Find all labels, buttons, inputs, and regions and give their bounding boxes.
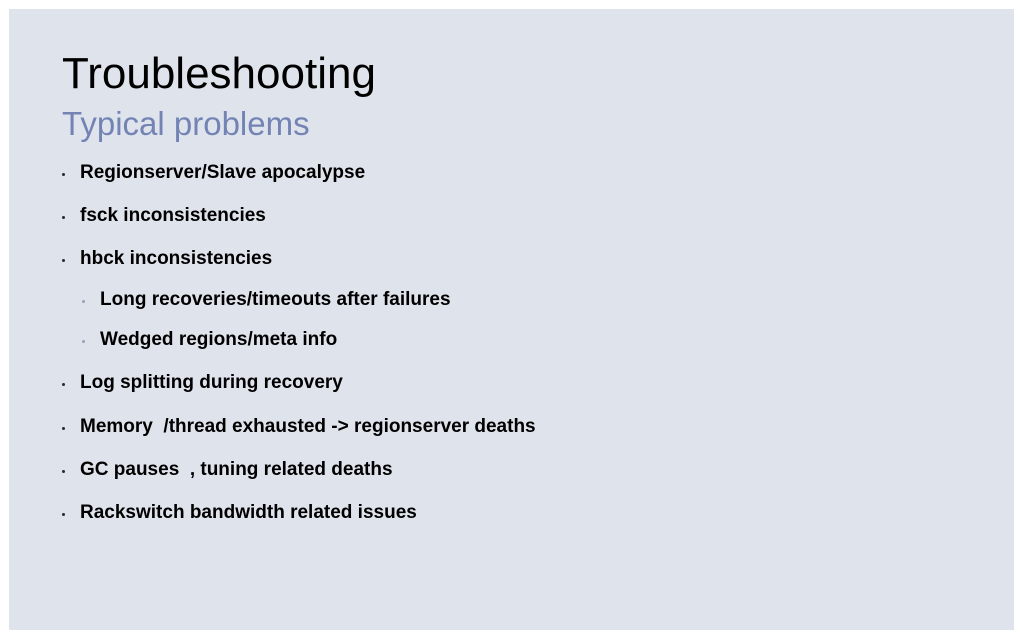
bullet-item: Rackswitch bandwidth related issues <box>80 502 417 523</box>
bullet-item: GC pauses , tuning related deaths <box>80 459 393 480</box>
bullet-item: Log splitting during recovery <box>80 372 343 393</box>
sub-bullet-dot <box>82 340 85 343</box>
slide-subtitle: Typical problems <box>62 105 310 142</box>
bullet-dot <box>62 173 65 176</box>
bullet-dot <box>62 259 65 262</box>
bullet-dot <box>62 216 65 219</box>
bullet-dot <box>62 383 65 386</box>
sub-bullet-item: Wedged regions/meta info <box>100 329 338 350</box>
sub-bullet-item: Long recoveries/timeouts after failures <box>100 289 451 310</box>
bullet-item: fsck inconsistencies <box>80 205 266 226</box>
bullet-dot <box>62 427 65 430</box>
bullet-item: Regionserver/Slave apocalypse <box>80 162 366 183</box>
slide-title: Troubleshooting <box>62 49 376 98</box>
bullet-dot <box>62 470 65 473</box>
slide <box>9 9 1014 630</box>
bullet-item: Memory /thread exhausted -> regionserver deaths <box>80 416 536 437</box>
sub-bullet-dot <box>82 300 85 303</box>
bullet-item: hbck inconsistencies <box>80 248 273 269</box>
bullet-dot <box>62 513 65 516</box>
